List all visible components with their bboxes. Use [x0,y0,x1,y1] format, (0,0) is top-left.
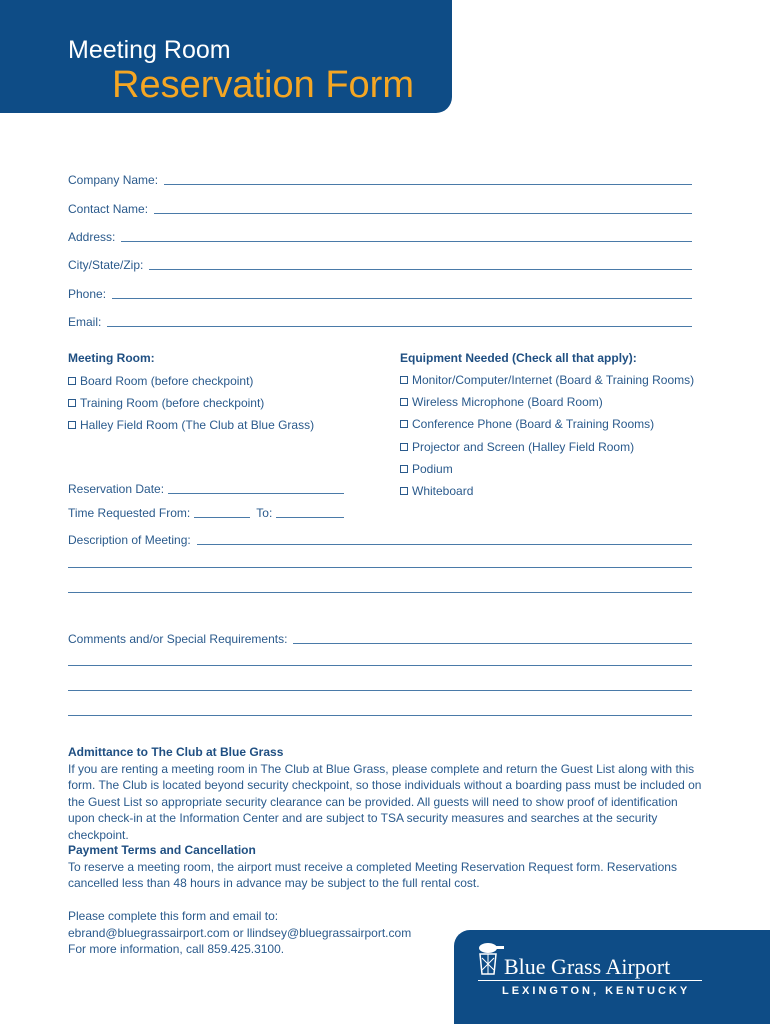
description-line[interactable] [68,592,692,593]
email-label: Email: [68,315,102,329]
address-label: Address: [68,230,116,244]
form-title: Reservation Form [112,64,414,106]
phone-field[interactable] [68,285,692,301]
meeting-room-heading: Meeting Room: [68,351,155,365]
option-monitor-computer[interactable]: Monitor/Computer/Internet (Board & Training Rooms) [400,373,694,387]
option-projector-screen[interactable]: Projector and Screen (Halley Field Room) [400,440,634,454]
checkbox-icon[interactable] [400,398,408,406]
contact-info [68,908,448,958]
checkbox-icon[interactable] [400,465,408,473]
option-podium[interactable]: Podium [400,462,453,476]
footer-logo-block [454,930,770,1024]
equipment-heading: Equipment Needed (Check all that apply): [400,351,637,365]
contact-instruction: Please complete this form and email to: [68,909,279,923]
time-to-label: To: [256,506,273,520]
description-field[interactable] [68,531,692,547]
time-requested-field[interactable] [68,506,350,520]
checkbox-icon[interactable] [68,421,76,429]
company-name-label: Company Name: [68,173,159,187]
time-from-label: Time Requested From: [68,506,191,520]
option-whiteboard[interactable]: Whiteboard [400,484,473,498]
checkbox-icon[interactable] [68,377,76,385]
option-training-room[interactable]: Training Room (before checkpoint) [68,396,264,410]
comments-field[interactable] [68,630,692,646]
description-label: Description of Meeting: [68,533,191,547]
checkbox-icon[interactable] [400,487,408,495]
description-line[interactable] [68,567,692,568]
address-field[interactable] [68,228,692,244]
reservation-date-field[interactable] [68,482,350,496]
admittance-heading: Admittance to The Club at Blue Grass [68,745,284,759]
header-banner [0,0,452,113]
payment-heading: Payment Terms and Cancellation [68,843,256,857]
comments-label: Comments and/or Special Requirements: [68,632,288,646]
payment-section [68,842,704,892]
logo-name: Blue Grass Airport [504,954,671,979]
city-state-zip-field[interactable] [68,256,692,272]
contact-name-field[interactable] [68,200,692,216]
checkbox-icon[interactable] [400,420,408,428]
option-conference-phone[interactable]: Conference Phone (Board & Training Rooms) [400,417,654,431]
contact-phone: For more information, call 859.425.3100. [68,942,285,956]
email-field[interactable] [68,313,692,329]
checkbox-icon[interactable] [68,399,76,407]
option-halley-field-room[interactable]: Halley Field Room (The Club at Blue Grass) [68,418,314,432]
city-state-zip-label: City/State/Zip: [68,258,144,272]
admittance-body: If you are renting a meeting room in The Club at Blue Grass, please complete and return the Guest List along with this form. The Club is located beyond security checkpoint, so those individuals without a boarding pass must be included on the Guest List so appropriate security clearance can be provided. All guests will need to show proof of identification upon check-in at the Information Center and are subject to TSA security measures and searches at the security checkpoint. [68,761,702,842]
contact-name-label: Contact Name: [68,202,149,216]
checkbox-icon[interactable] [400,443,408,451]
comments-line[interactable] [68,665,692,666]
logo-divider [478,980,702,981]
payment-body: To reserve a meeting room, the airport must receive a completed Meeting Reservation Request form. Reservations cancelled less than 48 hours in advance may be subject to the full rental cost. [68,859,677,890]
option-board-room[interactable]: Board Room (before checkpoint) [68,374,253,388]
logo-location: LEXINGTON, KENTUCKY [502,985,691,997]
form-subtitle: Meeting Room [68,36,231,64]
admittance-section [68,744,704,843]
company-name-field[interactable] [68,171,692,187]
horse-trumpet-logo-icon [476,940,504,976]
phone-label: Phone: [68,287,107,301]
comments-line[interactable] [68,690,692,691]
checkbox-icon[interactable] [400,376,408,384]
reservation-date-label: Reservation Date: [68,482,165,496]
comments-line[interactable] [68,715,692,716]
contact-emails[interactable]: ebrand@bluegrassairport.com or llindsey@bluegrassairport.com [68,925,412,940]
option-wireless-microphone[interactable]: Wireless Microphone (Board Room) [400,395,603,409]
